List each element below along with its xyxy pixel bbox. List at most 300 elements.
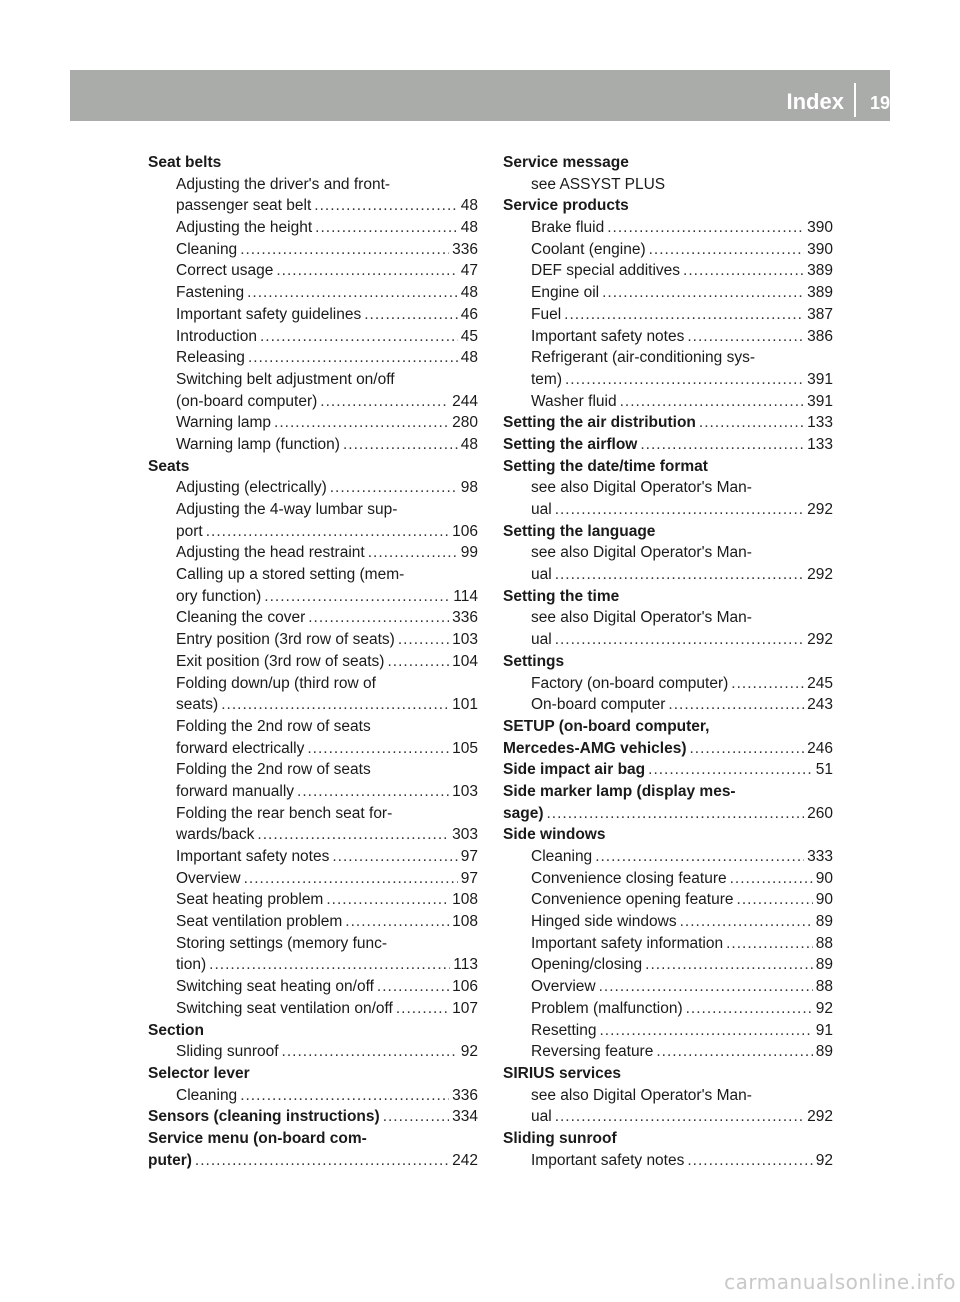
entry-text: Warning lamp	[176, 414, 272, 432]
entry-text: Adjusting (electrically)	[176, 479, 327, 497]
page-ref: 104	[452, 652, 478, 670]
index-heading	[503, 716, 833, 738]
leader-dots	[377, 976, 449, 998]
entry-text: Folding the rear bench seat for-	[176, 804, 393, 822]
index-subentry	[148, 673, 478, 695]
index-subentry	[148, 195, 478, 217]
entry-text: Seat ventilation problem	[176, 913, 343, 931]
leader-dots	[260, 326, 458, 348]
leader-dots	[364, 304, 458, 326]
entry-text: see also Digital Operator's Man-	[531, 544, 752, 562]
page-ref: 292	[807, 631, 833, 649]
leader-dots	[645, 954, 813, 976]
leader-dots	[690, 738, 805, 760]
entry-text: Storing settings (memory func-	[176, 934, 388, 952]
entry-text: Calling up a stored setting (mem-	[176, 566, 405, 584]
index-subentry	[148, 304, 478, 326]
page-ref: 103	[452, 631, 478, 649]
index-subentry	[148, 868, 478, 890]
page-ref: 292	[807, 566, 833, 584]
index-subentry	[148, 629, 478, 651]
index-heading	[148, 1150, 478, 1172]
page-ref: 133	[807, 414, 833, 432]
entry-text: Correct usage	[176, 262, 274, 280]
page-ref: 45	[460, 327, 478, 345]
index-subentry	[503, 260, 833, 282]
entry-text: On-board computer	[531, 696, 666, 714]
index-subentry	[503, 239, 833, 261]
entry-text: Convenience opening feature	[531, 891, 734, 909]
index-heading	[148, 1063, 478, 1085]
page-ref: 243	[807, 696, 833, 714]
page-ref: 336	[452, 1086, 478, 1104]
page-ref: 390	[807, 240, 833, 258]
entry-text: Folding the 2nd row of seats	[176, 717, 371, 735]
index-subentry	[148, 369, 478, 391]
entry-text: Important safety notes	[531, 1151, 685, 1169]
entry-text: puter)	[148, 1151, 192, 1169]
entry-text: Cleaning	[176, 1086, 238, 1104]
leader-dots	[276, 260, 457, 282]
entry-text: Entry position (3rd row of seats)	[176, 631, 395, 649]
index-subentry	[148, 759, 478, 781]
index-subentry	[503, 1150, 833, 1172]
entry-text: Fuel	[531, 305, 562, 323]
index-subentry	[148, 976, 478, 998]
index-subentry	[148, 326, 478, 348]
header-bar	[70, 70, 890, 121]
page-ref: 89	[815, 1043, 833, 1061]
page-ref: 88	[815, 934, 833, 952]
entry-text: seats)	[176, 696, 219, 714]
page-ref: 89	[815, 956, 833, 974]
leader-dots	[264, 586, 450, 608]
index-subentry	[503, 673, 833, 695]
page-ref: 98	[460, 479, 478, 497]
entry-text: Seat heating problem	[176, 891, 324, 909]
leader-dots	[737, 889, 813, 911]
entry-text: Selector lever	[148, 1064, 250, 1082]
page-ref: 389	[807, 284, 833, 302]
leader-dots	[307, 738, 449, 760]
index-heading	[503, 759, 833, 781]
page-ref: 336	[452, 609, 478, 627]
page-ref: 391	[807, 370, 833, 388]
leader-dots	[240, 1085, 449, 1107]
page-ref: 334	[452, 1108, 478, 1126]
page-ref: 106	[452, 522, 478, 540]
index-subentry	[148, 239, 478, 261]
leader-dots	[240, 239, 449, 261]
entry-text: Sensors (cleaning instructions)	[148, 1108, 380, 1126]
index-subentry	[148, 846, 478, 868]
entry-text: Settings	[503, 652, 565, 670]
entry-text: tem)	[531, 370, 562, 388]
index-subentry	[503, 998, 833, 1020]
index-subentry	[148, 499, 478, 521]
entry-text: ual	[531, 631, 552, 649]
page-ref: 303	[452, 826, 478, 844]
leader-dots	[209, 954, 450, 976]
entry-text: Setting the date/time format	[503, 457, 708, 475]
index-subentry	[503, 868, 833, 890]
leader-dots	[731, 673, 804, 695]
index-subentry	[503, 499, 833, 521]
entry-text: Washer fluid	[531, 392, 617, 410]
page-ref: 48	[460, 197, 478, 215]
index-subentry	[503, 347, 833, 369]
entry-text: forward manually	[176, 782, 295, 800]
entry-text: Refrigerant (air-conditioning sys-	[531, 349, 755, 367]
leader-dots	[680, 911, 813, 933]
index-subentry	[503, 954, 833, 976]
page-ref: 103	[452, 782, 478, 800]
leader-dots	[555, 1106, 804, 1128]
page-ref: 46	[460, 305, 478, 323]
index-heading	[503, 586, 833, 608]
leader-dots	[396, 998, 449, 1020]
entry-text: Engine oil	[531, 284, 600, 302]
entry-text: Important safety notes	[176, 848, 330, 865]
leader-dots	[345, 911, 449, 933]
index-subentry	[148, 412, 478, 434]
leader-dots	[206, 521, 449, 543]
index-subentry	[148, 781, 478, 803]
entry-text: Convenience closing feature	[531, 869, 727, 887]
entry-text: Adjusting the height	[176, 219, 313, 237]
entry-text: ory function)	[176, 587, 262, 605]
index-subentry	[148, 716, 478, 738]
entry-text: Seats	[148, 457, 190, 475]
entry-text: Switching seat ventilation on/off	[176, 999, 393, 1017]
header-separator	[854, 83, 856, 117]
entry-text: sage)	[503, 804, 544, 822]
index-subentry	[148, 260, 478, 282]
index-subentry	[148, 1041, 478, 1063]
index-subentry	[148, 542, 478, 564]
page-ref: 113	[453, 956, 478, 974]
index-subentry	[503, 564, 833, 586]
page-ref: 89	[815, 913, 833, 931]
entry-text: Setting the language	[503, 522, 656, 540]
entry-text: Side impact air bag	[503, 761, 646, 779]
entry-text: Setting the air distribution	[503, 414, 696, 432]
leader-dots	[247, 282, 458, 304]
page-ref: 48	[460, 435, 478, 453]
entry-text: Factory (on-board computer)	[531, 674, 729, 692]
page-ref: 92	[815, 1151, 833, 1169]
page-ref: 292	[807, 1108, 833, 1126]
entry-text: Switching seat heating on/off	[176, 978, 374, 996]
page-ref: 333	[807, 848, 833, 865]
index-subentry	[503, 174, 833, 196]
leader-dots	[368, 542, 458, 564]
page-ref: 101	[452, 696, 478, 714]
index-subentry	[148, 391, 478, 413]
index-subentry	[148, 738, 478, 760]
entry-text: Service menu (on-board com-	[148, 1129, 367, 1147]
entry-text: Exit position (3rd row of seats)	[176, 652, 385, 670]
leader-dots	[320, 391, 449, 413]
page-ref: 280	[452, 414, 478, 432]
leader-dots	[640, 434, 804, 456]
entry-text: Problem (malfunction)	[531, 999, 683, 1017]
index-subentry	[148, 694, 478, 716]
entry-text: Side marker lamp (display mes-	[503, 782, 736, 800]
entry-text: Cleaning the cover	[176, 609, 306, 627]
index-subentry	[503, 694, 833, 716]
index-subentry	[503, 391, 833, 413]
index-subentry	[503, 1041, 833, 1063]
index-heading	[503, 434, 833, 456]
entry-text: Introduction	[176, 327, 257, 345]
page-ref: 108	[452, 891, 478, 909]
page-ref: 90	[815, 869, 833, 887]
index-subentry	[503, 1085, 833, 1107]
leader-dots	[383, 1106, 449, 1128]
leader-dots	[398, 629, 449, 651]
page-number: 19	[869, 92, 890, 113]
index-subentry	[148, 889, 478, 911]
index-heading	[148, 152, 478, 174]
index-subentry	[148, 564, 478, 586]
page-ref: 245	[807, 674, 833, 692]
watermark: carmanualsonline.info	[724, 1270, 956, 1294]
leader-dots	[564, 304, 804, 326]
index-heading	[148, 1128, 478, 1150]
entry-text: Folding the 2nd row of seats	[176, 761, 371, 779]
entry-text: Switching belt adjustment on/off	[176, 370, 395, 388]
page-ref: 92	[460, 1043, 478, 1061]
leader-dots	[687, 326, 804, 348]
index-subentry	[148, 282, 478, 304]
index-subentry	[503, 889, 833, 911]
index-subentry	[503, 477, 833, 499]
entry-text: Section	[148, 1021, 204, 1039]
leader-dots	[555, 564, 804, 586]
entry-text: ual	[531, 566, 552, 584]
entry-text: SETUP (on-board computer,	[503, 717, 710, 735]
entry-text: Brake fluid	[531, 219, 605, 237]
index-heading	[503, 521, 833, 543]
leader-dots	[257, 824, 449, 846]
index-subentry	[503, 976, 833, 998]
index-subentry	[503, 217, 833, 239]
index-column-right	[503, 152, 833, 1171]
leader-dots	[607, 217, 804, 239]
leader-dots	[248, 347, 458, 369]
entry-text: port	[176, 522, 203, 540]
page-ref: 242	[452, 1151, 478, 1169]
entry-text: Important safety notes	[531, 327, 685, 345]
page-ref: 260	[807, 804, 833, 822]
entry-text: Sliding sunroof	[176, 1043, 279, 1061]
index-subentry	[148, 347, 478, 369]
entry-text: passenger seat belt	[176, 197, 312, 215]
leader-dots	[195, 1150, 449, 1172]
index-heading	[503, 1063, 833, 1085]
entry-text: Hinged side windows	[531, 913, 677, 931]
entry-text: Important safety guidelines	[176, 305, 362, 323]
index-heading	[503, 412, 833, 434]
entry-text: Releasing	[176, 349, 245, 367]
leader-dots	[599, 1020, 812, 1042]
index-subentry	[148, 586, 478, 608]
leader-dots	[343, 434, 458, 456]
index-subentry	[503, 1106, 833, 1128]
leader-dots	[387, 651, 449, 673]
index-heading	[503, 781, 833, 803]
page-ref: 97	[460, 869, 478, 887]
leader-dots	[687, 1150, 812, 1172]
index-subentry	[148, 933, 478, 955]
leader-dots	[686, 998, 813, 1020]
index-subentry	[148, 174, 478, 196]
index-heading	[503, 803, 833, 825]
page-ref: 48	[460, 284, 478, 302]
page-ref: 246	[807, 739, 833, 757]
entry-text: wards/back	[176, 826, 255, 844]
entry-text: Warning lamp (function)	[176, 435, 340, 453]
leader-dots	[282, 1041, 458, 1063]
entry-text: see also Digital Operator's Man-	[531, 609, 752, 627]
leader-dots	[602, 282, 804, 304]
entry-text: Service products	[503, 197, 629, 215]
index-subentry	[148, 954, 478, 976]
entry-text: Side windows	[503, 826, 606, 844]
page-ref: 387	[807, 305, 833, 323]
index-subentry	[148, 434, 478, 456]
leader-dots	[221, 694, 449, 716]
entry-text: ual	[531, 1108, 552, 1126]
section-title: Index	[786, 88, 844, 114]
entry-text: Cleaning	[531, 848, 593, 865]
leader-dots	[332, 846, 457, 868]
page-ref: 47	[460, 262, 478, 280]
leader-dots	[315, 217, 458, 239]
index-subentry	[503, 629, 833, 651]
entry-text: Adjusting the 4-way lumbar sup-	[176, 501, 398, 518]
leader-dots	[274, 412, 449, 434]
page-ref: 107	[452, 999, 478, 1017]
index-subentry	[503, 1020, 833, 1042]
leader-dots	[555, 629, 804, 651]
index-subentry	[148, 651, 478, 673]
entry-text: Opening/closing	[531, 956, 643, 974]
leader-dots	[599, 976, 813, 998]
page-ref: 114	[453, 587, 478, 605]
entry-text: see also Digital Operator's Man-	[531, 479, 752, 497]
leader-dots	[565, 369, 804, 391]
index-subentry	[503, 369, 833, 391]
entry-text: Cleaning	[176, 240, 238, 258]
page-ref: 88	[815, 978, 833, 996]
index-subentry	[148, 1085, 478, 1107]
index-heading	[503, 651, 833, 673]
index-heading	[148, 1106, 478, 1128]
entry-text: Adjusting the head restraint	[176, 544, 365, 562]
entry-text: Adjusting the driver's and front-	[176, 175, 391, 193]
entry-text: Setting the time	[503, 587, 620, 605]
entry-text: Overview	[531, 978, 596, 996]
index-subentry	[503, 326, 833, 348]
leader-dots	[648, 759, 813, 781]
page-ref: 108	[452, 913, 478, 931]
page-ref: 105	[452, 739, 478, 757]
page-ref: 51	[815, 761, 833, 779]
page-ref: 48	[460, 349, 478, 367]
leader-dots	[297, 781, 449, 803]
page-ref: 336	[452, 240, 478, 258]
index-heading	[503, 195, 833, 217]
entry-text: Coolant (engine)	[531, 240, 646, 258]
index-subentry	[148, 217, 478, 239]
index-heading	[503, 1128, 833, 1150]
index-subentry	[503, 607, 833, 629]
leader-dots	[547, 803, 805, 825]
entry-text: ual	[531, 501, 552, 518]
leader-dots	[244, 868, 458, 890]
leader-dots	[314, 195, 457, 217]
leader-dots	[668, 694, 804, 716]
entry-text: Service message	[503, 154, 629, 171]
page-ref: 390	[807, 219, 833, 237]
page-ref: 97	[460, 848, 478, 865]
entry-text: Folding down/up (third row of	[176, 674, 376, 692]
page-ref: 133	[807, 435, 833, 453]
leader-dots	[649, 239, 805, 261]
leader-dots	[595, 846, 804, 868]
page-ref: 391	[807, 392, 833, 410]
leader-dots	[308, 607, 449, 629]
index-heading	[148, 1020, 478, 1042]
entry-text: tion)	[176, 956, 207, 974]
page-ref: 48	[460, 219, 478, 237]
entry-text: Reversing feature	[531, 1043, 654, 1061]
index-heading	[503, 152, 833, 174]
index-subentry	[148, 911, 478, 933]
entry-text: Sliding sunroof	[503, 1129, 617, 1147]
entry-text: see ASSYST PLUS	[531, 175, 666, 193]
entry-text: Fastening	[176, 284, 245, 302]
entry-text: Setting the airflow	[503, 435, 638, 453]
index-subentry	[503, 911, 833, 933]
leader-dots	[620, 391, 805, 413]
index-heading	[503, 456, 833, 478]
entry-text: Mercedes-AMG vehicles)	[503, 739, 687, 757]
entry-text: forward electrically	[176, 739, 305, 757]
index-column-left	[148, 152, 478, 1171]
index-subentry	[503, 282, 833, 304]
entry-text: SIRIUS services	[503, 1064, 622, 1082]
page-ref: 92	[815, 999, 833, 1017]
index-subentry	[148, 803, 478, 825]
index-subentry	[503, 304, 833, 326]
index-subentry	[148, 477, 478, 499]
index-heading	[503, 738, 833, 760]
index-subentry	[503, 846, 833, 868]
leader-dots	[555, 499, 804, 521]
entry-text: Resetting	[531, 1021, 597, 1039]
index-subentry	[148, 824, 478, 846]
index-subentry	[148, 607, 478, 629]
leader-dots	[330, 477, 458, 499]
entry-text: Seat belts	[148, 154, 222, 171]
leader-dots	[726, 933, 813, 955]
page-ref: 386	[807, 327, 833, 345]
page-ref: 99	[460, 544, 478, 562]
page-ref: 389	[807, 262, 833, 280]
